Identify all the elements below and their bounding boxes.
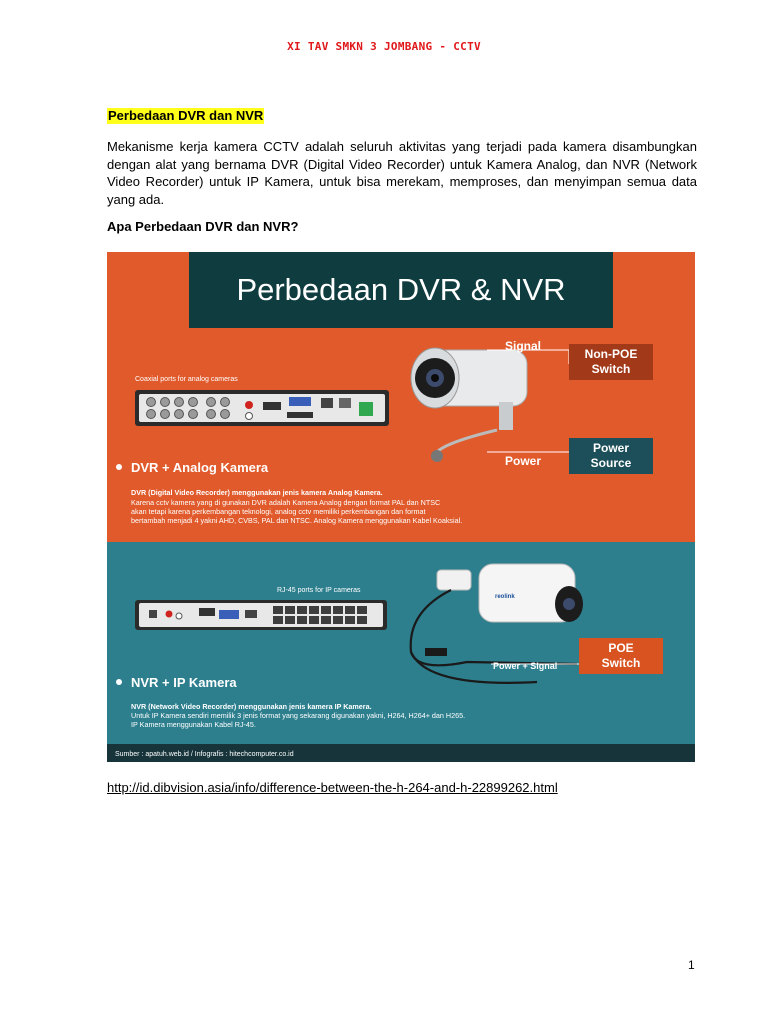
camera-brand-label: reolink [495, 594, 515, 600]
intro-paragraph: Mekanisme kerja kamera CCTV adalah seluruh aktivitas yang terjadi pada kamera disambungkan dengan alat yang bernama DVR (Digital Video Recorder) untuk Kamera Analog, dan NVR (Network Video Recorder) untuk IP Kamera, untuk bisa merekam, memproses, dan menyimpan semua data yang ada. [107, 139, 697, 207]
poe-switch-line1: POE [608, 641, 634, 655]
poe-switch-line2: Switch [601, 656, 641, 670]
dvr-bullet [116, 464, 122, 470]
power-label: Power [505, 454, 542, 468]
infographic-title: Perbedaan DVR & NVR [236, 272, 566, 307]
power-signal-label: Power + Signal [493, 661, 558, 671]
dvr-ports-caption: Coaxial ports for analog cameras [135, 376, 238, 383]
page-header: XI TAV SMKN 3 JOMBANG - CCTV [287, 40, 481, 53]
nvr-heading: NVR + IP Kamera [131, 675, 237, 690]
non-poe-switch-line2: Switch [591, 362, 631, 376]
nvr-ports-caption: RJ-45 ports for IP cameras [277, 587, 361, 594]
dvr-text-line-3: akan tetapi karena perkembangan teknologi, analog cctv memiliki perkembangan dan format [131, 507, 426, 516]
dvr-text-line-4: bertambah menjadi 4 yakni AHD, CVBS, PAL dan NTSC. Analog Kamera menggunakan Kabel Koaksial. [131, 516, 463, 525]
dvr-text-line-2: Karena cctv kamera yang di gunakan DVR adalah Kamera Analog dengan format PAL dan NTSC [131, 498, 441, 507]
question-heading: Apa Perbedaan DVR dan NVR? [107, 219, 299, 234]
dvr-heading: DVR + Analog Kamera [131, 460, 269, 475]
page-number: 1 [688, 958, 695, 972]
power-source-line2: Source [590, 456, 632, 470]
nvr-bullet [116, 679, 122, 685]
source-credit: Sumber : apatuh.web.id / Infografis : hitechcomputer.co.id [115, 751, 294, 758]
reference-link[interactable]: http://id.dibvision.asia/info/difference-between-the-h-264-and-h-22899262.html [107, 780, 558, 795]
nvr-device-image [135, 600, 387, 630]
nvr-text-line-3: IP Kamera menggunakan Kabel RJ-45. [131, 720, 256, 729]
power-source-line1: Power [592, 441, 630, 455]
non-poe-switch-line1: Non-POE [584, 347, 638, 361]
dvr-text-line-1: DVR (Digital Video Recorder) menggunakan jenis kamera Analog Kamera. [131, 488, 383, 497]
section-title: Perbedaan DVR dan NVR [108, 108, 264, 123]
nvr-text-line-1: NVR (Network Video Recorder) menggunakan jenis kamera IP Kamera. [131, 702, 372, 711]
dvr-device-image [135, 390, 389, 426]
nvr-text-line-2: Untuk IP Kamera sendiri memilik 3 jenis format yang sekarang digunakan yakni, H264, H264+ dan H265. [131, 711, 466, 720]
signal-label: Signal [505, 339, 542, 353]
dvr-nvr-infographic [107, 252, 695, 762]
